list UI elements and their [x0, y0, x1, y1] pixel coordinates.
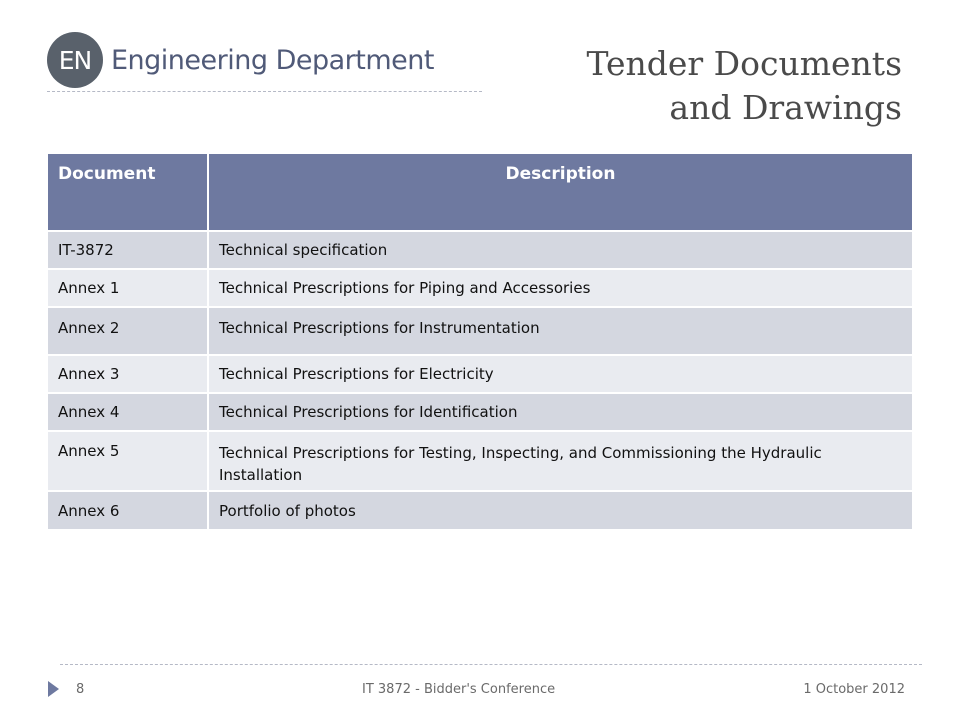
title-line-2: and Drawings [669, 88, 902, 127]
description-cell: Technical Prescriptions for Electricity [208, 355, 912, 393]
footer-divider [60, 664, 922, 665]
description-cell: Technical Prescriptions for Testing, Inspecting, and Commissioning the Hydraulic Installation [208, 431, 912, 491]
table-header-row [48, 154, 912, 231]
document-cell: IT-3872 [48, 231, 208, 269]
description-cell: Portfolio of photos [208, 491, 912, 529]
table-row [48, 491, 912, 529]
table-row [48, 393, 912, 431]
column-header-description: Description [208, 154, 912, 231]
table-row [48, 231, 912, 269]
document-cell: Annex 6 [48, 491, 208, 529]
title-line-1: Tender Documents [586, 44, 902, 83]
triangle-bullet-icon [48, 681, 59, 697]
logo-initials: EN [47, 32, 103, 88]
document-cell: Annex 1 [48, 269, 208, 307]
table-row [48, 307, 912, 355]
documents-table [48, 154, 912, 529]
footer-date: 1 October 2012 [803, 682, 905, 697]
table-row [48, 269, 912, 307]
footer-presentation-title: IT 3872 - Bidder's Conference [362, 682, 556, 697]
logo-text: Engineering Department [111, 44, 434, 76]
column-header-document: Document [48, 154, 208, 231]
description-cell: Technical specification [208, 231, 912, 269]
table-row [48, 431, 912, 491]
header-divider [47, 91, 482, 92]
table-row [48, 355, 912, 393]
description-cell: Technical Prescriptions for Piping and Accessories [208, 269, 912, 307]
document-cell: Annex 4 [48, 393, 208, 431]
department-logo [47, 32, 434, 88]
page-number: 8 [76, 682, 85, 697]
document-cell: Annex 5 [48, 431, 208, 491]
description-cell: Technical Prescriptions for Identification [208, 393, 912, 431]
document-cell: Annex 3 [48, 355, 208, 393]
document-cell: Annex 2 [48, 307, 208, 355]
slide-title [587, 42, 902, 130]
description-cell: Technical Prescriptions for Instrumentation [208, 307, 912, 355]
